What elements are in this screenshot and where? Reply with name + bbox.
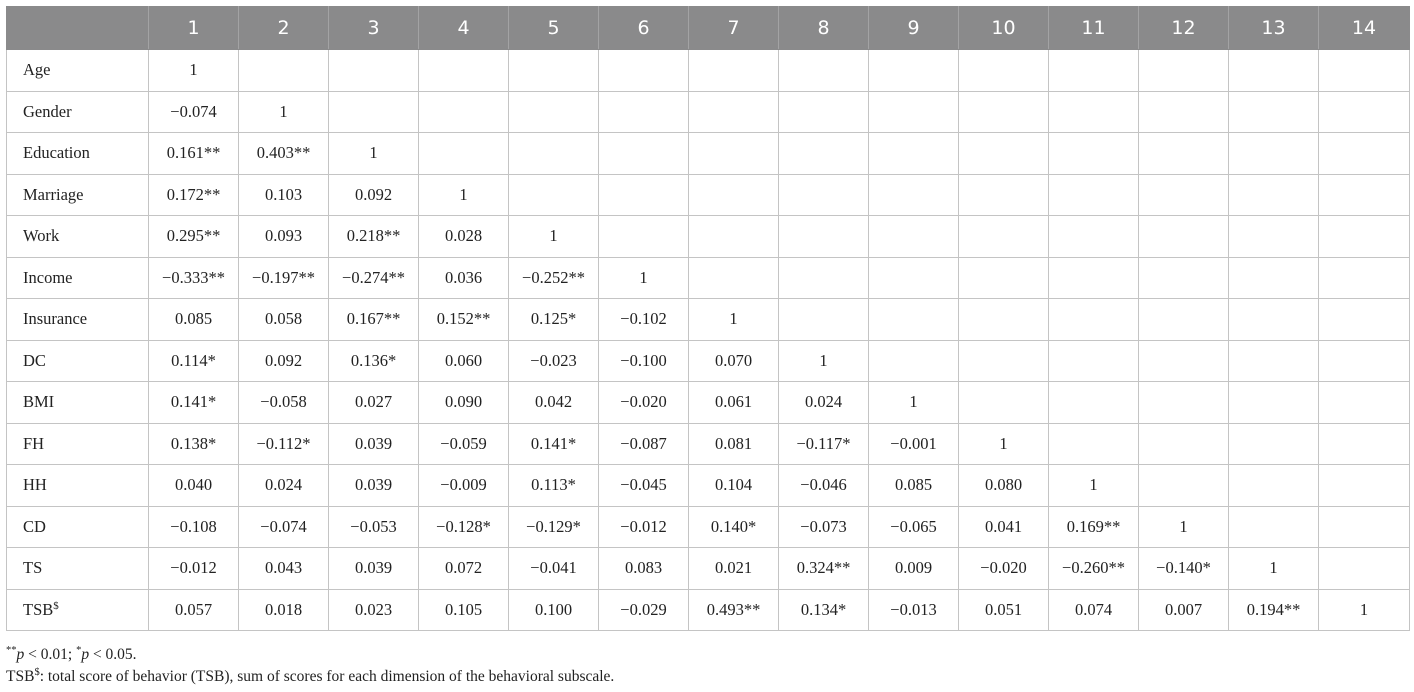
table-cell: 0.136* xyxy=(329,340,419,382)
table-cell xyxy=(1139,50,1229,92)
table-cell: 0.152** xyxy=(419,299,509,341)
row-label-text: BMI xyxy=(23,392,55,412)
table-cell: −0.012 xyxy=(149,548,239,590)
table-cell: −0.013 xyxy=(869,589,959,631)
table-cell xyxy=(1319,548,1410,590)
table-cell: 0.093 xyxy=(239,216,329,258)
table-cell: −0.087 xyxy=(599,423,689,465)
table-cell xyxy=(599,174,689,216)
table-cell xyxy=(419,91,509,133)
table-cell xyxy=(1139,257,1229,299)
row-label-text: DC xyxy=(23,350,46,370)
table-row xyxy=(7,216,1410,258)
table-cell: 0.172** xyxy=(149,174,239,216)
table-cell: 0.028 xyxy=(419,216,509,258)
table-row xyxy=(7,548,1410,590)
table-row xyxy=(7,299,1410,341)
table-cell xyxy=(419,50,509,92)
row-label xyxy=(7,589,149,631)
row-label-text: Gender xyxy=(23,101,72,121)
table-cell: −0.074 xyxy=(239,506,329,548)
table-cell xyxy=(869,257,959,299)
table-cell: 1 xyxy=(1139,506,1229,548)
table-cell: 0.134* xyxy=(779,589,869,631)
table-cell xyxy=(1139,216,1229,258)
table-cell xyxy=(959,50,1049,92)
table-cell xyxy=(1049,133,1139,175)
table-cell: 1 xyxy=(1049,465,1139,507)
table-cell: 0.100 xyxy=(509,589,599,631)
table-cell xyxy=(869,216,959,258)
table-cell: 0.218** xyxy=(329,216,419,258)
table-cell xyxy=(1049,174,1139,216)
table-body xyxy=(7,50,1410,631)
table-cell xyxy=(1229,465,1319,507)
table-cell: −0.197** xyxy=(239,257,329,299)
table-cell: 0.104 xyxy=(689,465,779,507)
table-cell: 0.036 xyxy=(419,257,509,299)
table-cell xyxy=(869,174,959,216)
table-cell xyxy=(1049,299,1139,341)
table-cell xyxy=(869,133,959,175)
table-cell: 0.009 xyxy=(869,548,959,590)
table-cell: 0.051 xyxy=(959,589,1049,631)
table-cell xyxy=(1319,174,1410,216)
table-cell xyxy=(329,50,419,92)
table-cell xyxy=(959,257,1049,299)
table-header xyxy=(7,7,1410,50)
table-row xyxy=(7,50,1410,92)
table-cell: 0.493** xyxy=(689,589,779,631)
column-header-14: 14 xyxy=(1319,7,1410,50)
table-cell: −0.102 xyxy=(599,299,689,341)
row-label xyxy=(7,216,149,258)
table-cell: 0.058 xyxy=(239,299,329,341)
sig-threshold-2: < 0.05. xyxy=(89,646,137,663)
row-label xyxy=(7,133,149,175)
table-cell xyxy=(1319,382,1410,424)
table-cell: 1 xyxy=(419,174,509,216)
table-cell: 0.125* xyxy=(509,299,599,341)
table-cell: −0.020 xyxy=(599,382,689,424)
column-header-7: 7 xyxy=(689,7,779,50)
table-cell xyxy=(779,299,869,341)
row-label xyxy=(7,299,149,341)
row-label xyxy=(7,382,149,424)
row-label-text: CD xyxy=(23,516,46,536)
table-cell xyxy=(1139,174,1229,216)
table-cell: 0.141* xyxy=(509,423,599,465)
table-cell xyxy=(1319,50,1410,92)
table-cell: −0.274** xyxy=(329,257,419,299)
table-cell: 0.114* xyxy=(149,340,239,382)
table-cell: 0.039 xyxy=(329,548,419,590)
table-cell: 0.024 xyxy=(779,382,869,424)
table-cell: 0.083 xyxy=(599,548,689,590)
table-cell: 0.194** xyxy=(1229,589,1319,631)
table-cell xyxy=(689,91,779,133)
table-cell xyxy=(959,382,1049,424)
table-cell: −0.023 xyxy=(509,340,599,382)
row-label-text: Education xyxy=(23,143,90,163)
table-cell xyxy=(1229,174,1319,216)
column-header-4: 4 xyxy=(419,7,509,50)
table-cell: 0.057 xyxy=(149,589,239,631)
table-cell: 0.090 xyxy=(419,382,509,424)
table-cell xyxy=(1049,257,1139,299)
table-cell xyxy=(239,50,329,92)
table-row xyxy=(7,506,1410,548)
table-cell: −0.073 xyxy=(779,506,869,548)
table-cell: −0.140* xyxy=(1139,548,1229,590)
table-cell: 1 xyxy=(599,257,689,299)
table-cell xyxy=(959,216,1049,258)
table-cell xyxy=(959,340,1049,382)
table-cell xyxy=(599,133,689,175)
table-cell: −0.009 xyxy=(419,465,509,507)
table-cell xyxy=(689,174,779,216)
column-header-9: 9 xyxy=(869,7,959,50)
table-cell: 0.295** xyxy=(149,216,239,258)
table-cell xyxy=(1229,340,1319,382)
table-cell: −0.065 xyxy=(869,506,959,548)
table-cell xyxy=(1229,423,1319,465)
table-cell: 1 xyxy=(779,340,869,382)
table-row xyxy=(7,589,1410,631)
table-cell xyxy=(1139,465,1229,507)
table-cell: −0.117* xyxy=(779,423,869,465)
table-cell xyxy=(1049,340,1139,382)
row-label-text: HH xyxy=(23,475,47,495)
table-cell: 0.092 xyxy=(239,340,329,382)
table-cell: 0.074 xyxy=(1049,589,1139,631)
table-cell xyxy=(689,216,779,258)
table-cell xyxy=(779,91,869,133)
column-header-5: 5 xyxy=(509,7,599,50)
table-cell xyxy=(1139,382,1229,424)
row-label-text: Marriage xyxy=(23,184,84,204)
row-label xyxy=(7,50,149,92)
table-cell: 0.105 xyxy=(419,589,509,631)
row-label xyxy=(7,548,149,590)
table-cell: −0.001 xyxy=(869,423,959,465)
table-cell xyxy=(1049,423,1139,465)
table-cell: 0.138* xyxy=(149,423,239,465)
table-cell: 0.061 xyxy=(689,382,779,424)
table-row xyxy=(7,133,1410,175)
table-cell xyxy=(599,50,689,92)
tsb-dollar-mark: $ xyxy=(34,667,40,678)
table-cell: 1 xyxy=(509,216,599,258)
table-row xyxy=(7,340,1410,382)
table-cell: 0.113* xyxy=(509,465,599,507)
table-cell xyxy=(1049,91,1139,133)
table-cell xyxy=(1229,506,1319,548)
table-cell: −0.260** xyxy=(1049,548,1139,590)
table-cell: −0.100 xyxy=(599,340,689,382)
table-cell: 0.161** xyxy=(149,133,239,175)
row-label xyxy=(7,465,149,507)
table-cell: −0.108 xyxy=(149,506,239,548)
table-cell xyxy=(959,174,1049,216)
table-cell: −0.046 xyxy=(779,465,869,507)
table-cell xyxy=(509,50,599,92)
table-cell xyxy=(869,50,959,92)
row-label xyxy=(7,340,149,382)
correlation-table xyxy=(6,6,1410,631)
column-header-11: 11 xyxy=(1049,7,1139,50)
table-cell xyxy=(599,91,689,133)
table-cell: 1 xyxy=(149,50,239,92)
table-cell xyxy=(869,91,959,133)
table-row xyxy=(7,91,1410,133)
sig-stars-single: * xyxy=(76,645,82,656)
table-cell: −0.059 xyxy=(419,423,509,465)
table-cell: −0.128* xyxy=(419,506,509,548)
table-cell xyxy=(1229,257,1319,299)
table-cell: −0.129* xyxy=(509,506,599,548)
table-cell: 0.141* xyxy=(149,382,239,424)
table-cell xyxy=(959,133,1049,175)
row-label xyxy=(7,423,149,465)
table-cell xyxy=(959,299,1049,341)
table-cell xyxy=(1319,91,1410,133)
table-cell: 0.092 xyxy=(329,174,419,216)
row-label xyxy=(7,174,149,216)
table-cell: 0.403** xyxy=(239,133,329,175)
table-cell xyxy=(1139,423,1229,465)
row-label-text: TS xyxy=(23,558,43,578)
table-cell xyxy=(1229,50,1319,92)
table-cell: −0.333** xyxy=(149,257,239,299)
row-label-superscript: $ xyxy=(53,599,59,612)
table-cell: 0.021 xyxy=(689,548,779,590)
table-cell xyxy=(1229,216,1319,258)
table-cell xyxy=(1319,216,1410,258)
table-cell: −0.012 xyxy=(599,506,689,548)
table-cell: 0.039 xyxy=(329,423,419,465)
table-cell: 0.140* xyxy=(689,506,779,548)
table-cell xyxy=(1139,133,1229,175)
significance-note xyxy=(6,644,614,666)
row-label-text: Age xyxy=(23,60,51,80)
table-cell: 0.103 xyxy=(239,174,329,216)
table-cell xyxy=(1319,257,1410,299)
table-cell: 0.070 xyxy=(689,340,779,382)
table-cell: 1 xyxy=(1229,548,1319,590)
table-cell xyxy=(1049,382,1139,424)
table-row xyxy=(7,465,1410,507)
table-cell xyxy=(509,174,599,216)
header-row xyxy=(7,7,1410,50)
row-label xyxy=(7,506,149,548)
row-label-text: Income xyxy=(23,267,73,287)
table-cell: 0.169** xyxy=(1049,506,1139,548)
table-cell: −0.112* xyxy=(239,423,329,465)
column-header-8: 8 xyxy=(779,7,869,50)
table-cell: 1 xyxy=(869,382,959,424)
table-cell: 1 xyxy=(329,133,419,175)
table-cell: 0.324** xyxy=(779,548,869,590)
table-cell xyxy=(959,91,1049,133)
table-cell: −0.053 xyxy=(329,506,419,548)
table-cell xyxy=(779,216,869,258)
table-cell: 0.081 xyxy=(689,423,779,465)
column-header-1: 1 xyxy=(149,7,239,50)
table-cell: 0.085 xyxy=(149,299,239,341)
table-row xyxy=(7,257,1410,299)
tsb-abbrev: TSB xyxy=(6,668,35,685)
table-cell: 0.042 xyxy=(509,382,599,424)
table-row xyxy=(7,382,1410,424)
table-cell xyxy=(779,133,869,175)
table-footnotes xyxy=(6,644,614,688)
sig-threshold-1: < 0.01; xyxy=(24,646,77,663)
table-cell: 1 xyxy=(239,91,329,133)
column-header-13: 13 xyxy=(1229,7,1319,50)
table-cell: 1 xyxy=(959,423,1049,465)
table-cell xyxy=(1139,299,1229,341)
tsb-definition-note xyxy=(6,666,614,688)
column-header-12: 12 xyxy=(1139,7,1229,50)
table-cell xyxy=(1319,133,1410,175)
table-cell: 0.007 xyxy=(1139,589,1229,631)
table-cell xyxy=(1319,423,1410,465)
table-cell xyxy=(869,340,959,382)
row-label-text: Insurance xyxy=(23,309,88,329)
table-cell xyxy=(779,257,869,299)
table-cell: 0.072 xyxy=(419,548,509,590)
table-cell xyxy=(1229,91,1319,133)
row-label-text: Work xyxy=(23,226,60,246)
table-cell xyxy=(419,133,509,175)
table-cell xyxy=(689,50,779,92)
row-label xyxy=(7,91,149,133)
table-cell: 1 xyxy=(1319,589,1410,631)
column-header-blank xyxy=(7,7,149,50)
table-cell: 0.167** xyxy=(329,299,419,341)
table-cell xyxy=(509,91,599,133)
table-cell xyxy=(1229,382,1319,424)
table-cell xyxy=(779,50,869,92)
sig-p-symbol: p xyxy=(16,646,25,663)
table-cell xyxy=(1229,299,1319,341)
table-cell: 0.085 xyxy=(869,465,959,507)
table-cell: 0.027 xyxy=(329,382,419,424)
table-cell xyxy=(509,133,599,175)
table-cell xyxy=(689,133,779,175)
table-cell: 0.060 xyxy=(419,340,509,382)
table-cell xyxy=(1229,133,1319,175)
table-cell xyxy=(689,257,779,299)
table-cell xyxy=(779,174,869,216)
table-cell: −0.252** xyxy=(509,257,599,299)
column-header-10: 10 xyxy=(959,7,1049,50)
table-cell: −0.020 xyxy=(959,548,1049,590)
table-cell: −0.029 xyxy=(599,589,689,631)
sig-p-symbol: p xyxy=(81,646,90,663)
table-cell xyxy=(1049,216,1139,258)
table-cell: −0.058 xyxy=(239,382,329,424)
table-cell: −0.074 xyxy=(149,91,239,133)
column-header-2: 2 xyxy=(239,7,329,50)
table-cell: 0.024 xyxy=(239,465,329,507)
table-cell xyxy=(1319,299,1410,341)
table-cell xyxy=(1319,506,1410,548)
table-cell: 0.039 xyxy=(329,465,419,507)
column-header-3: 3 xyxy=(329,7,419,50)
table-cell xyxy=(1319,465,1410,507)
row-label-text: TSB xyxy=(23,599,54,619)
table-cell: 0.018 xyxy=(239,589,329,631)
table-cell xyxy=(1139,340,1229,382)
sig-stars-double: ** xyxy=(6,645,17,656)
table-cell xyxy=(329,91,419,133)
tsb-definition: : total score of behavior (TSB), sum of scores for each dimension of the behavioral subscale. xyxy=(39,668,615,685)
table-cell: −0.041 xyxy=(509,548,599,590)
table-cell xyxy=(869,299,959,341)
row-label xyxy=(7,257,149,299)
table-cell: 1 xyxy=(689,299,779,341)
table-cell: 0.080 xyxy=(959,465,1049,507)
row-label-text: FH xyxy=(23,433,45,453)
table-cell xyxy=(1139,91,1229,133)
table-cell xyxy=(1319,340,1410,382)
table-row xyxy=(7,174,1410,216)
table-cell xyxy=(1049,50,1139,92)
table-cell: 0.041 xyxy=(959,506,1049,548)
table-cell: −0.045 xyxy=(599,465,689,507)
column-header-6: 6 xyxy=(599,7,689,50)
table-cell: 0.040 xyxy=(149,465,239,507)
table-cell: 0.043 xyxy=(239,548,329,590)
table-cell xyxy=(599,216,689,258)
table-row xyxy=(7,423,1410,465)
table-cell: 0.023 xyxy=(329,589,419,631)
